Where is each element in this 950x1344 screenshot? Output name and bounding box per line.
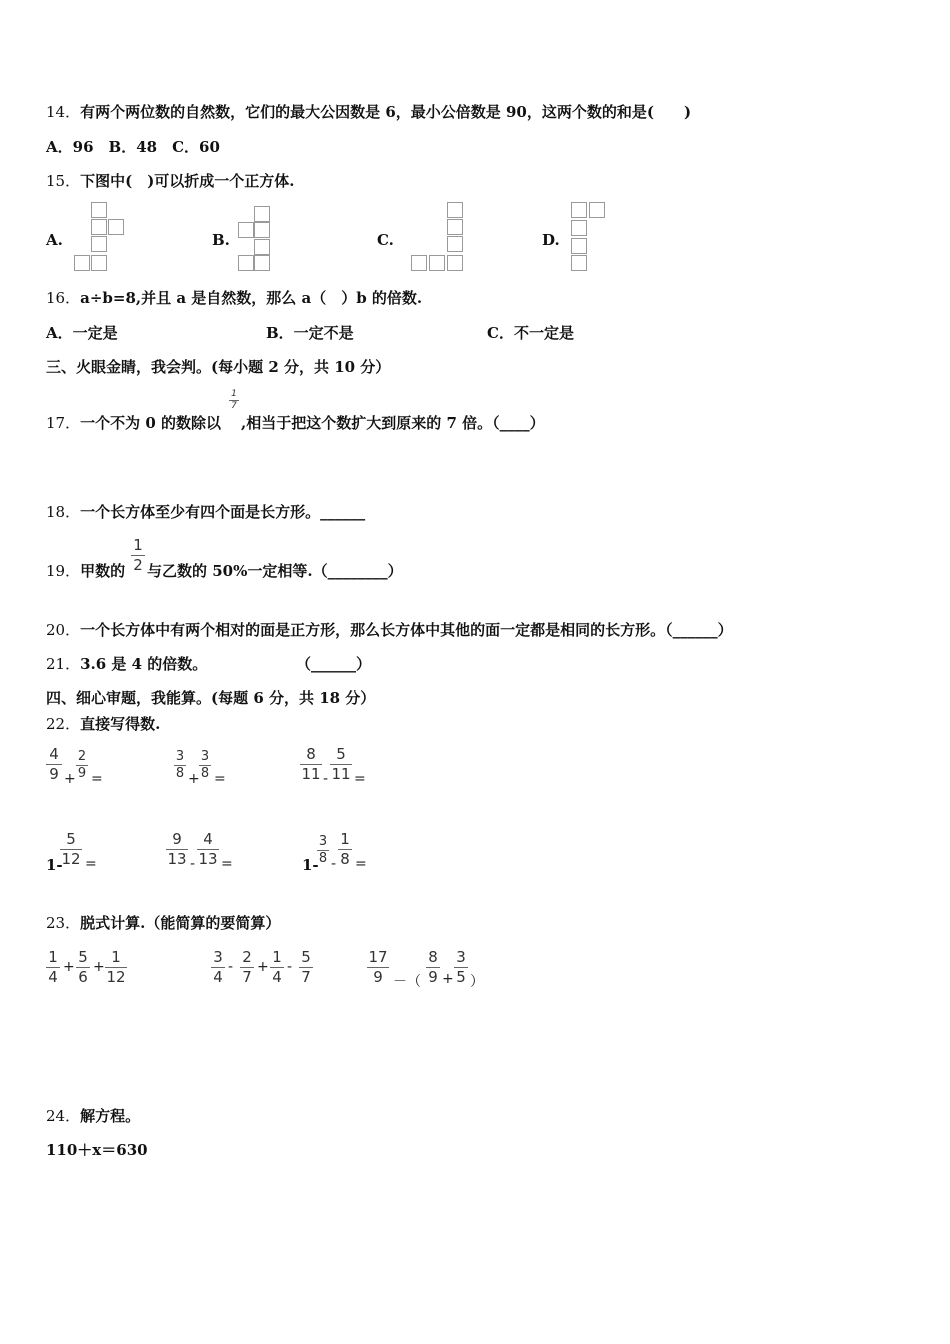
question-number: 15． <box>46 172 81 190</box>
question-24 <box>46 1106 140 1126</box>
question-number: 14． <box>46 103 81 121</box>
fraction: 1 4 <box>270 948 284 987</box>
equals-sign: = <box>214 771 226 787</box>
question-text: a÷b=8,并且 a 是自然数，那么 a（ ）b 的倍数. <box>80 289 423 307</box>
question-text: 脱式计算.（能简算的要简算） <box>80 914 281 932</box>
cube-net-d <box>571 202 611 274</box>
fraction: 5 12 <box>61 830 81 868</box>
question-19 <box>46 561 125 581</box>
option-b: B．一定不是 <box>266 324 354 342</box>
fraction: 2 7 <box>240 948 254 987</box>
question-19-continued: 与乙数的 50%一定相等.（________） <box>147 562 403 580</box>
question-14-options: A．96 B．48 C．60 <box>46 138 220 156</box>
fraction-one-half: 1 2 <box>131 536 145 575</box>
section-heading-3: 三、火眼金睛，我会判。(每小题 2 分，共 10 分） <box>46 358 391 376</box>
equation: 110＋x＝630 <box>46 1141 148 1159</box>
question-text: 3.6 是 4 的倍数。 <box>80 655 208 673</box>
close-paren: ） <box>470 974 484 990</box>
operator: + <box>64 771 76 787</box>
equals-sign: = <box>91 771 103 787</box>
section-heading-4: 四、细心审题，我能算。(每题 6 分，共 18 分） <box>46 689 376 707</box>
option-b-label: B. <box>212 231 230 249</box>
question-number: 16． <box>46 289 81 307</box>
fraction: 4 13 <box>198 830 218 868</box>
option-c-label: C. <box>377 231 394 249</box>
fraction: 3 8 <box>175 749 185 781</box>
equals-sign: = <box>85 856 97 872</box>
option-d-label: D. <box>542 231 560 249</box>
equals-sign: = <box>355 856 367 872</box>
fraction: 1 8 <box>338 830 352 869</box>
question-number: 23． <box>46 914 81 932</box>
fraction: 3 4 <box>211 948 225 987</box>
question-21 <box>46 654 207 674</box>
operator: + <box>63 959 75 975</box>
fraction: 17 9 <box>368 948 388 986</box>
question-text: 下图中( )可以折成一个正方体. <box>80 172 295 190</box>
operator: - <box>331 856 337 872</box>
question-number: 17． <box>46 414 81 432</box>
fraction-one-seventh: 1 7 <box>229 389 239 412</box>
fraction: 8 9 <box>426 948 440 987</box>
question-number: 22． <box>46 715 81 733</box>
operator: + <box>442 971 454 987</box>
expression-lead: 1- <box>46 856 63 874</box>
fraction: 1 4 <box>46 948 60 987</box>
operator: - <box>228 959 234 975</box>
cube-net-c <box>411 202 471 274</box>
question-number: 24． <box>46 1107 81 1125</box>
fraction: 3 5 <box>454 948 468 987</box>
fraction: 2 9 <box>77 749 87 781</box>
question-text: 解方程。 <box>80 1107 141 1125</box>
operator: + <box>93 959 105 975</box>
operator: + <box>188 771 200 787</box>
operator: - <box>287 959 293 975</box>
question-number: 21． <box>46 655 81 673</box>
question-number: 20． <box>46 621 81 639</box>
fraction: 5 6 <box>76 948 90 987</box>
question-17-continued: ,相当于把这个数扩大到原来的 7 倍。（____） <box>241 414 545 432</box>
operator: - <box>323 771 329 787</box>
fraction: 9 13 <box>167 830 187 868</box>
question-text: 一个长方体至少有四个面是长方形。______ <box>80 503 366 521</box>
operator: - <box>190 856 196 872</box>
question-21-blank: （______） <box>296 655 372 673</box>
question-15 <box>46 171 295 191</box>
question-22 <box>46 714 160 734</box>
operator: －（ <box>393 974 421 990</box>
question-14 <box>46 102 691 122</box>
question-text: 一个长方体中有两个相对的面是正方形，那么长方体中其他的面一定都是相同的长方形。（______） <box>80 621 733 639</box>
question-20 <box>46 620 733 640</box>
expression-lead: 1- <box>302 856 319 874</box>
fraction: 4 9 <box>46 745 62 784</box>
option-a: A．一定是 <box>46 324 118 342</box>
question-number: 19． <box>46 562 81 580</box>
fraction: 3 8 <box>318 834 328 866</box>
operator: + <box>257 959 269 975</box>
option-c: C．不一定是 <box>487 324 574 342</box>
question-number: 18． <box>46 503 81 521</box>
fraction: 5 7 <box>299 948 313 987</box>
question-17 <box>46 413 221 433</box>
cube-net-b <box>238 206 278 274</box>
cube-net-a <box>74 202 134 272</box>
question-text: 甲数的 <box>80 562 126 580</box>
question-text: 一个不为 0 的数除以 <box>80 414 221 432</box>
question-18 <box>46 502 365 522</box>
option-a-label: A. <box>46 231 63 249</box>
question-text: 直接写得数. <box>80 715 161 733</box>
fraction: 3 8 <box>200 749 210 781</box>
fraction: 5 11 <box>331 745 351 783</box>
question-text: 有两个两位数的自然数，它们的最大公因数是 6，最小公倍数是 90，这两个数的和是( ) <box>80 103 692 121</box>
fraction: 1 12 <box>106 948 126 986</box>
question-16 <box>46 288 422 308</box>
fraction: 8 11 <box>301 745 321 783</box>
equals-sign: = <box>221 856 233 872</box>
equals-sign: = <box>354 771 366 787</box>
question-23 <box>46 913 280 933</box>
